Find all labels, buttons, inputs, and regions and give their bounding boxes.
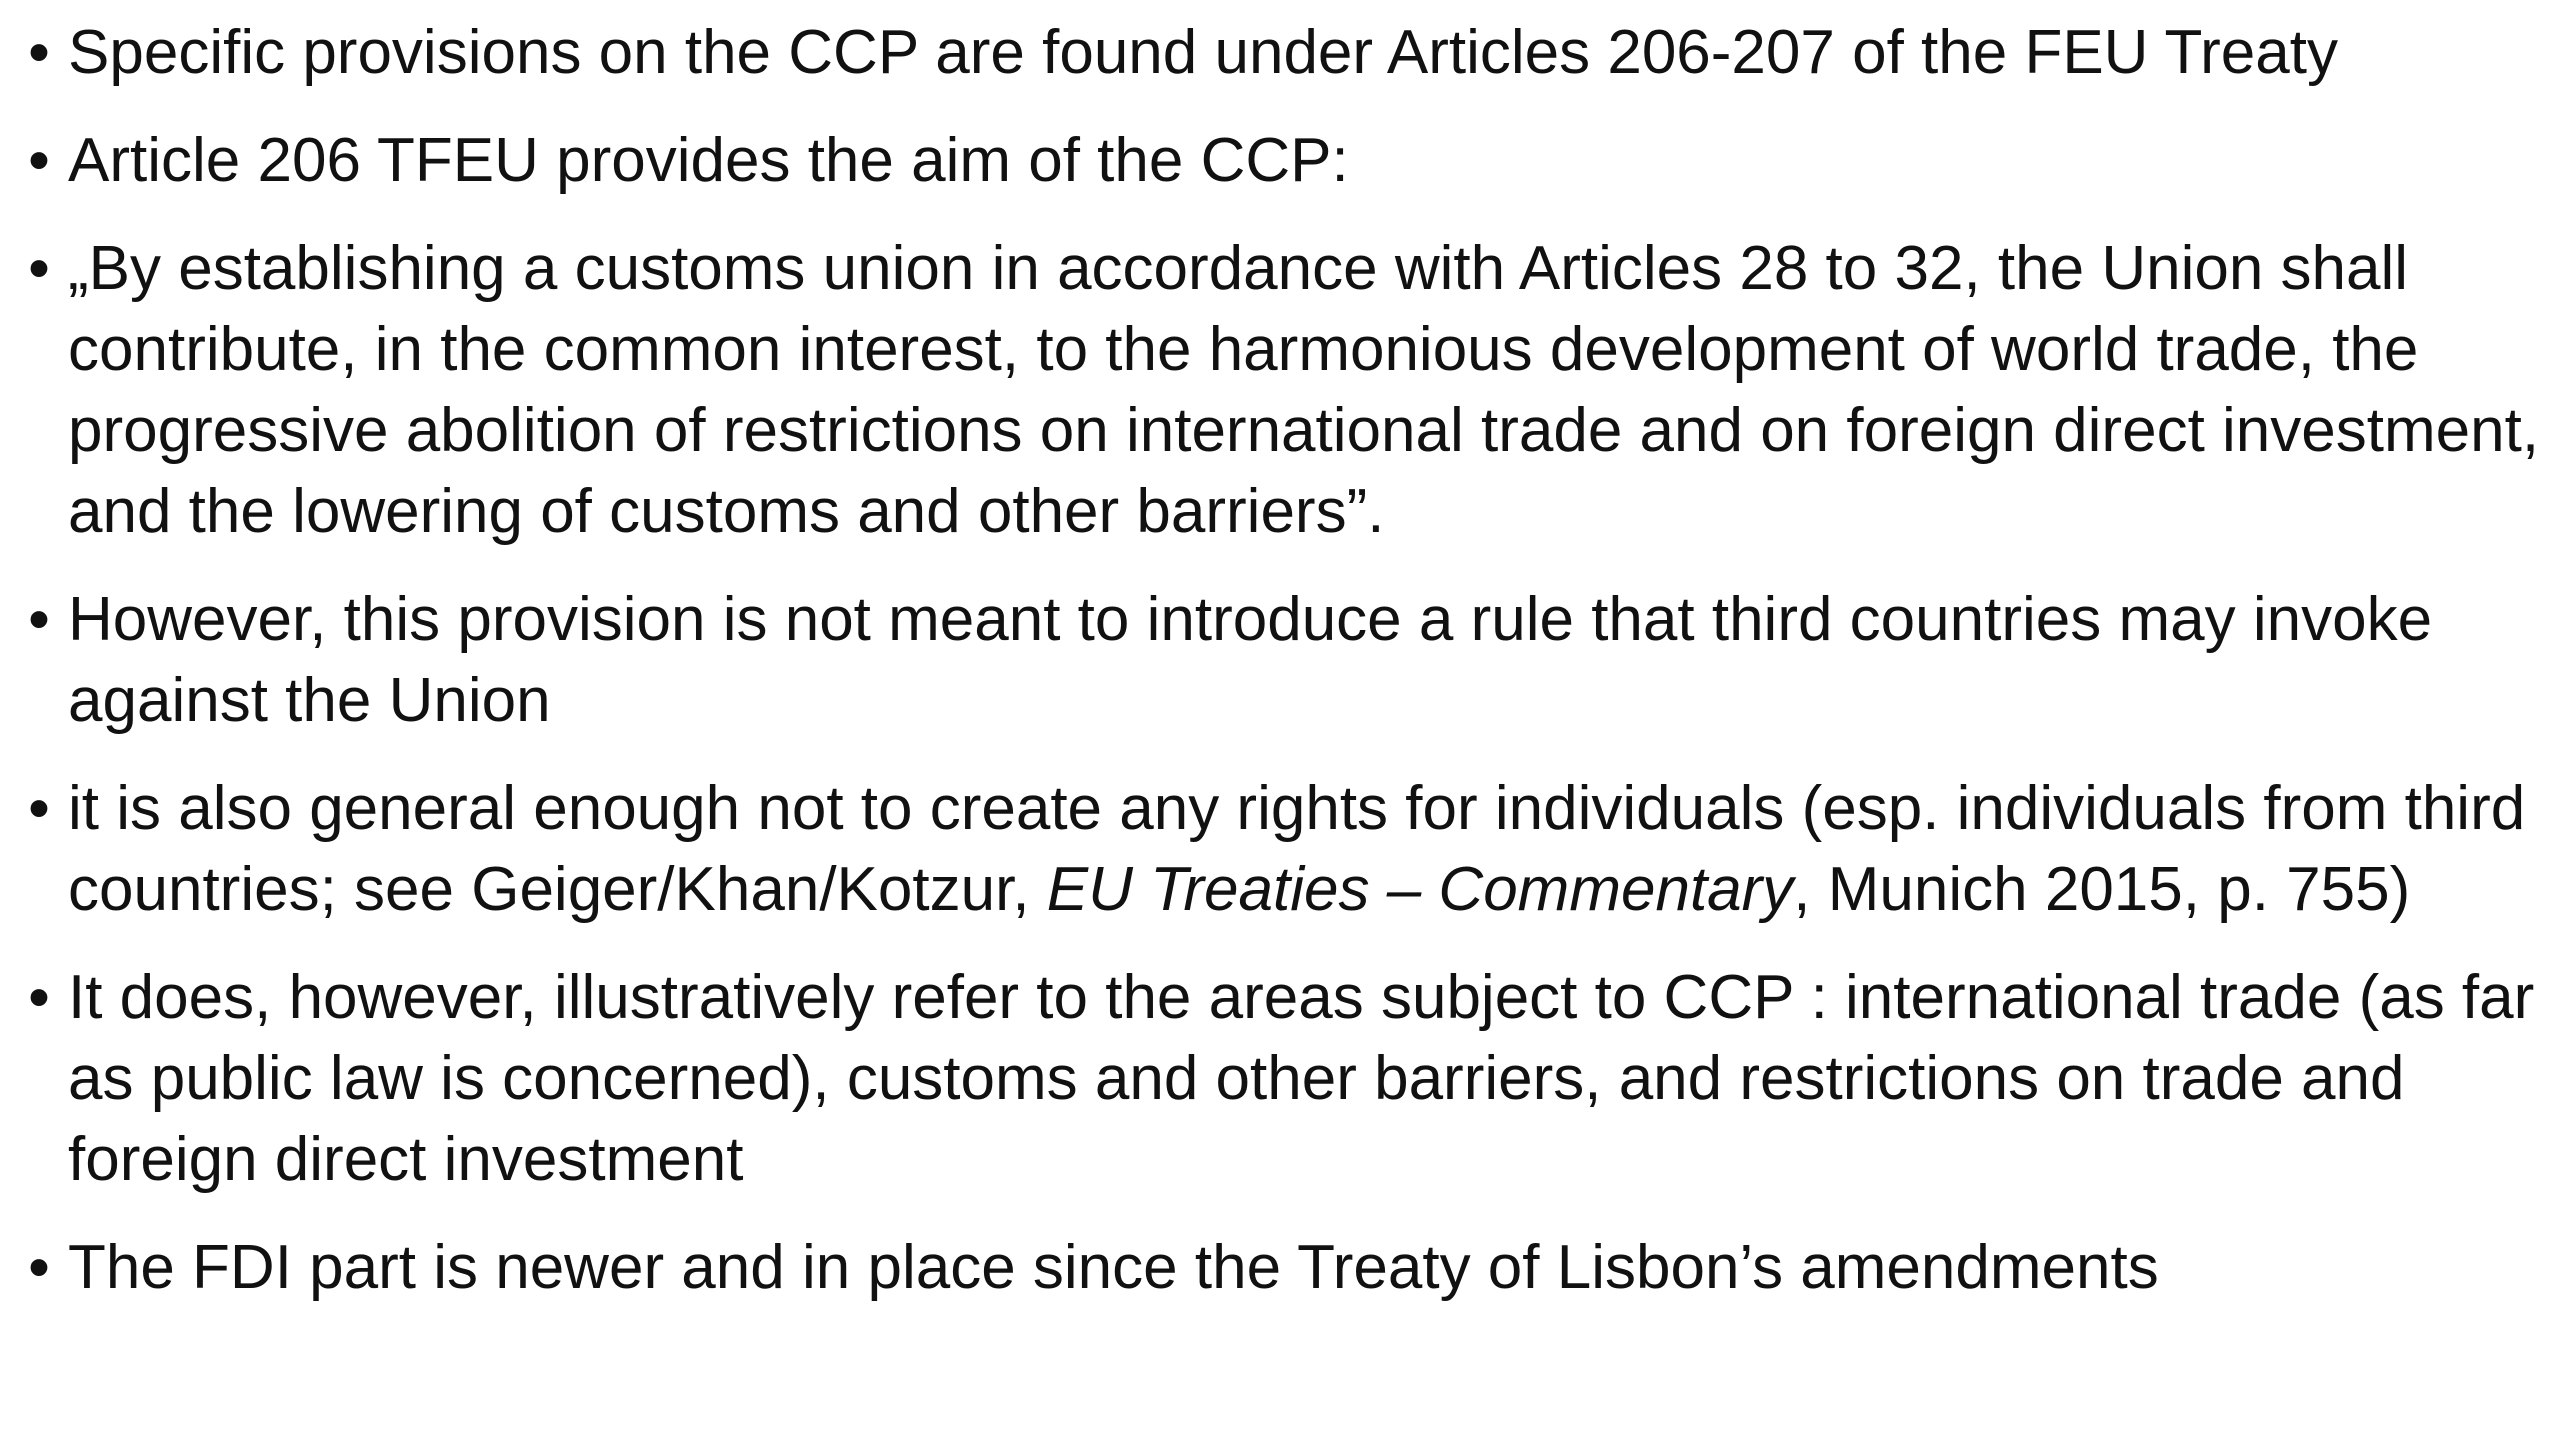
citation-book-title: EU Treaties – Commentary [1046,855,1794,924]
bullet-text: Specific provisions on the CCP are found under Articles 206-207 of the FEU Treaty [68,18,2338,87]
bullet-text: However, this provision is not meant to introduce a rule that third countries may invoke against the Union [68,585,2433,735]
bullet-list [0,12,2560,1308]
citation-text-before: it is also general enough not to create any rights for individuals (esp. individuals from third countries; see Geiger/Khan/Kotzur, [68,774,2526,924]
list-item [0,228,2560,552]
list-item [0,12,2560,93]
bullet-icon: • [28,126,50,195]
bullet-text-with-citation [68,768,2560,930]
list-item [0,120,2560,201]
list-item [0,957,2560,1200]
list-item [0,1227,2560,1308]
list-item [0,579,2560,741]
citation-text-after: , Munich 2015, p. 755) [1793,855,2411,924]
bullet-icon: • [28,1233,50,1302]
bullet-text: It does, however, illustratively refer to the areas subject to CCP : international trade (as far as public law is concerned), customs and other barriers, and restrictions on trade and foreign direct investment [68,963,2535,1194]
list-item [0,768,2560,930]
bullet-icon: • [28,234,50,303]
bullet-text: The FDI part is newer and in place since the Treaty of Lisbon’s amendments [68,1233,2159,1302]
bullet-icon: • [28,18,50,87]
bullet-icon: • [28,963,50,1032]
bullet-icon: • [28,774,50,843]
quote-text: „By establishing a customs union in accordance with Articles 28 to 32, the Union shall contribute, in the common interest, to the harmonious development of world trade, the progressive abolition of restrictions on international trade and on foreign direct investment, and the lowering of customs and other barriers”. [68,234,2540,546]
bullet-icon: • [28,585,50,654]
bullet-text: Article 206 TFEU provides the aim of the CCP: [68,126,1349,195]
